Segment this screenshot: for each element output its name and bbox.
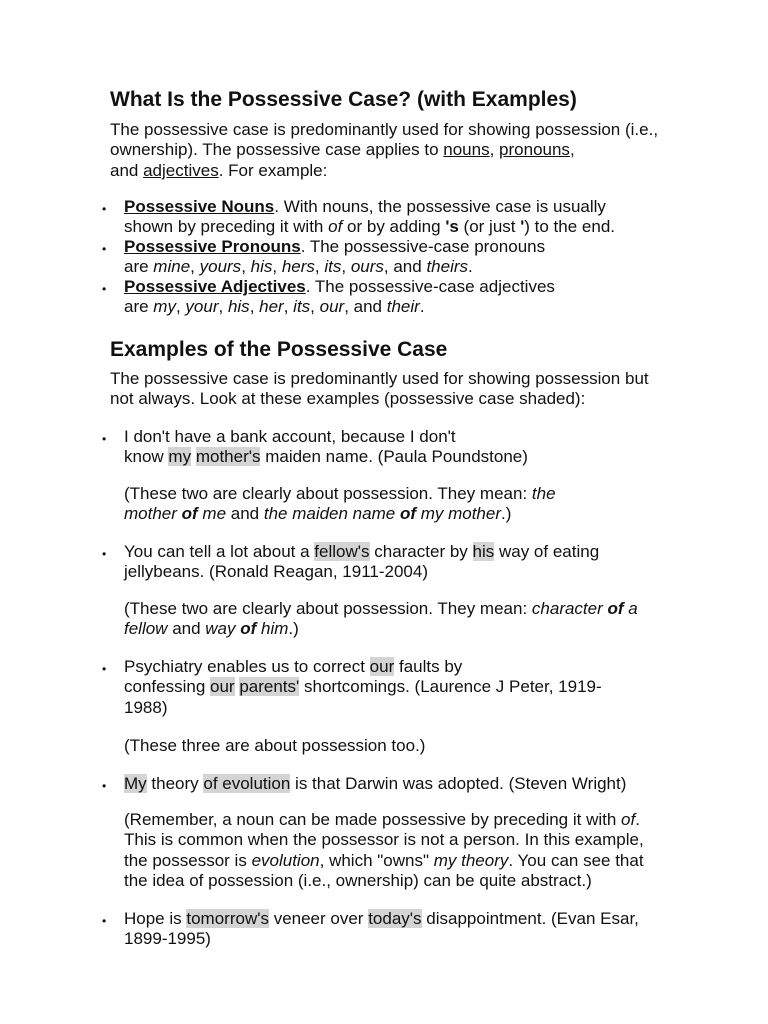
bullet-dot: • [102, 779, 107, 793]
example-note: (These two are clearly about possession. They mean: the mother of me and the maiden name of my mother.) [124, 484, 556, 524]
example-quote-wright: My theory of evolution is that Darwin was adopted. (Steven Wright) [124, 774, 627, 793]
example-quote-peter: Psychiatry enables us to correct our faults by confessing our parents' shortcomings. (Laurence J Peter, 1919- 1988) [124, 657, 602, 717]
example-quote-poundstone: I don't have a bank account, because I don't know my mother's maiden name. (Paula Poundstone) [124, 427, 528, 467]
bullet-dot: • [102, 662, 107, 676]
link-adjectives[interactable]: adjectives [143, 160, 219, 180]
example-note: (These three are about possession too.) [124, 736, 426, 755]
shaded-possessive: parents' [239, 677, 300, 697]
section-heading-possessive-case: What Is the Possessive Case? (with Examples) [110, 88, 577, 111]
shaded-possessive: fellow's [314, 542, 370, 561]
list-item-possessive-adjectives: Possessive Adjectives. The possessive-case adjectives are my, your, his, her, its, our, and their. [124, 277, 555, 317]
example-quote-esar: Hope is tomorrow's veneer over today's disappointment. (Evan Esar, 1899-1995) [124, 909, 639, 949]
bullet-dot: • [102, 547, 107, 561]
list-item-possessive-pronouns: Possessive Pronouns. The possessive-case pronouns are mine, yours, his, hers, its, ours, and theirs. [124, 237, 546, 277]
intro-paragraph: The possessive case is predominantly used for showing possession (i.e., ownership). The possessive case applies to nouns, pronouns, and adjectives. For example: [110, 120, 659, 180]
shaded-possessive: my [168, 447, 192, 467]
link-possessive-pronouns[interactable]: Possessive Pronouns [124, 237, 301, 256]
link-nouns[interactable]: nouns [443, 140, 490, 160]
shaded-possessive: his [472, 542, 495, 561]
shaded-possessive: tomorrow's [186, 909, 269, 928]
bullet-dot: • [102, 914, 107, 928]
shaded-possessive: My [124, 774, 147, 793]
examples-intro-paragraph: The possessive case is predominantly used for showing possession but not always. Look at these examples (possessive case shaded): [110, 369, 649, 409]
shaded-possessive: today's [368, 909, 422, 928]
shaded-possessive: our [210, 677, 235, 697]
section-heading-examples: Examples of the Possessive Case [110, 338, 448, 361]
link-possessive-adjectives[interactable]: Possessive Adjectives [124, 277, 306, 296]
bullet-dot: • [102, 432, 107, 446]
link-possessive-nouns[interactable]: Possessive Nouns [124, 197, 275, 216]
bullet-dot: • [102, 202, 107, 216]
example-note: (These two are clearly about possession. They mean: character of a fellow and way of him.) [124, 599, 638, 639]
bullet-dot: • [102, 282, 107, 296]
example-note: (Remember, a noun can be made possessive by preceding it with of. This is common when the possessor is not a person. In this example, the possessor is evolution, which "owns" my theory. You can see that the idea of possession (i.e., ownership) can be quite abstract.) [124, 810, 644, 891]
shaded-possessive: of evolution [203, 774, 291, 793]
shaded-possessive: our [369, 657, 395, 676]
shaded-possessive: mother's [195, 447, 261, 467]
bullet-dot: • [102, 242, 107, 256]
link-pronouns[interactable]: pronouns [499, 140, 570, 160]
example-quote-reagan: You can tell a lot about a fellow's character by his way of eating jellybeans. (Ronald Reagan, 1911-2004) [124, 542, 600, 582]
list-item-possessive-nouns: Possessive Nouns. With nouns, the possessive case is usually shown by preceding it with of or by adding 's (or just ') to the end. [124, 197, 615, 237]
